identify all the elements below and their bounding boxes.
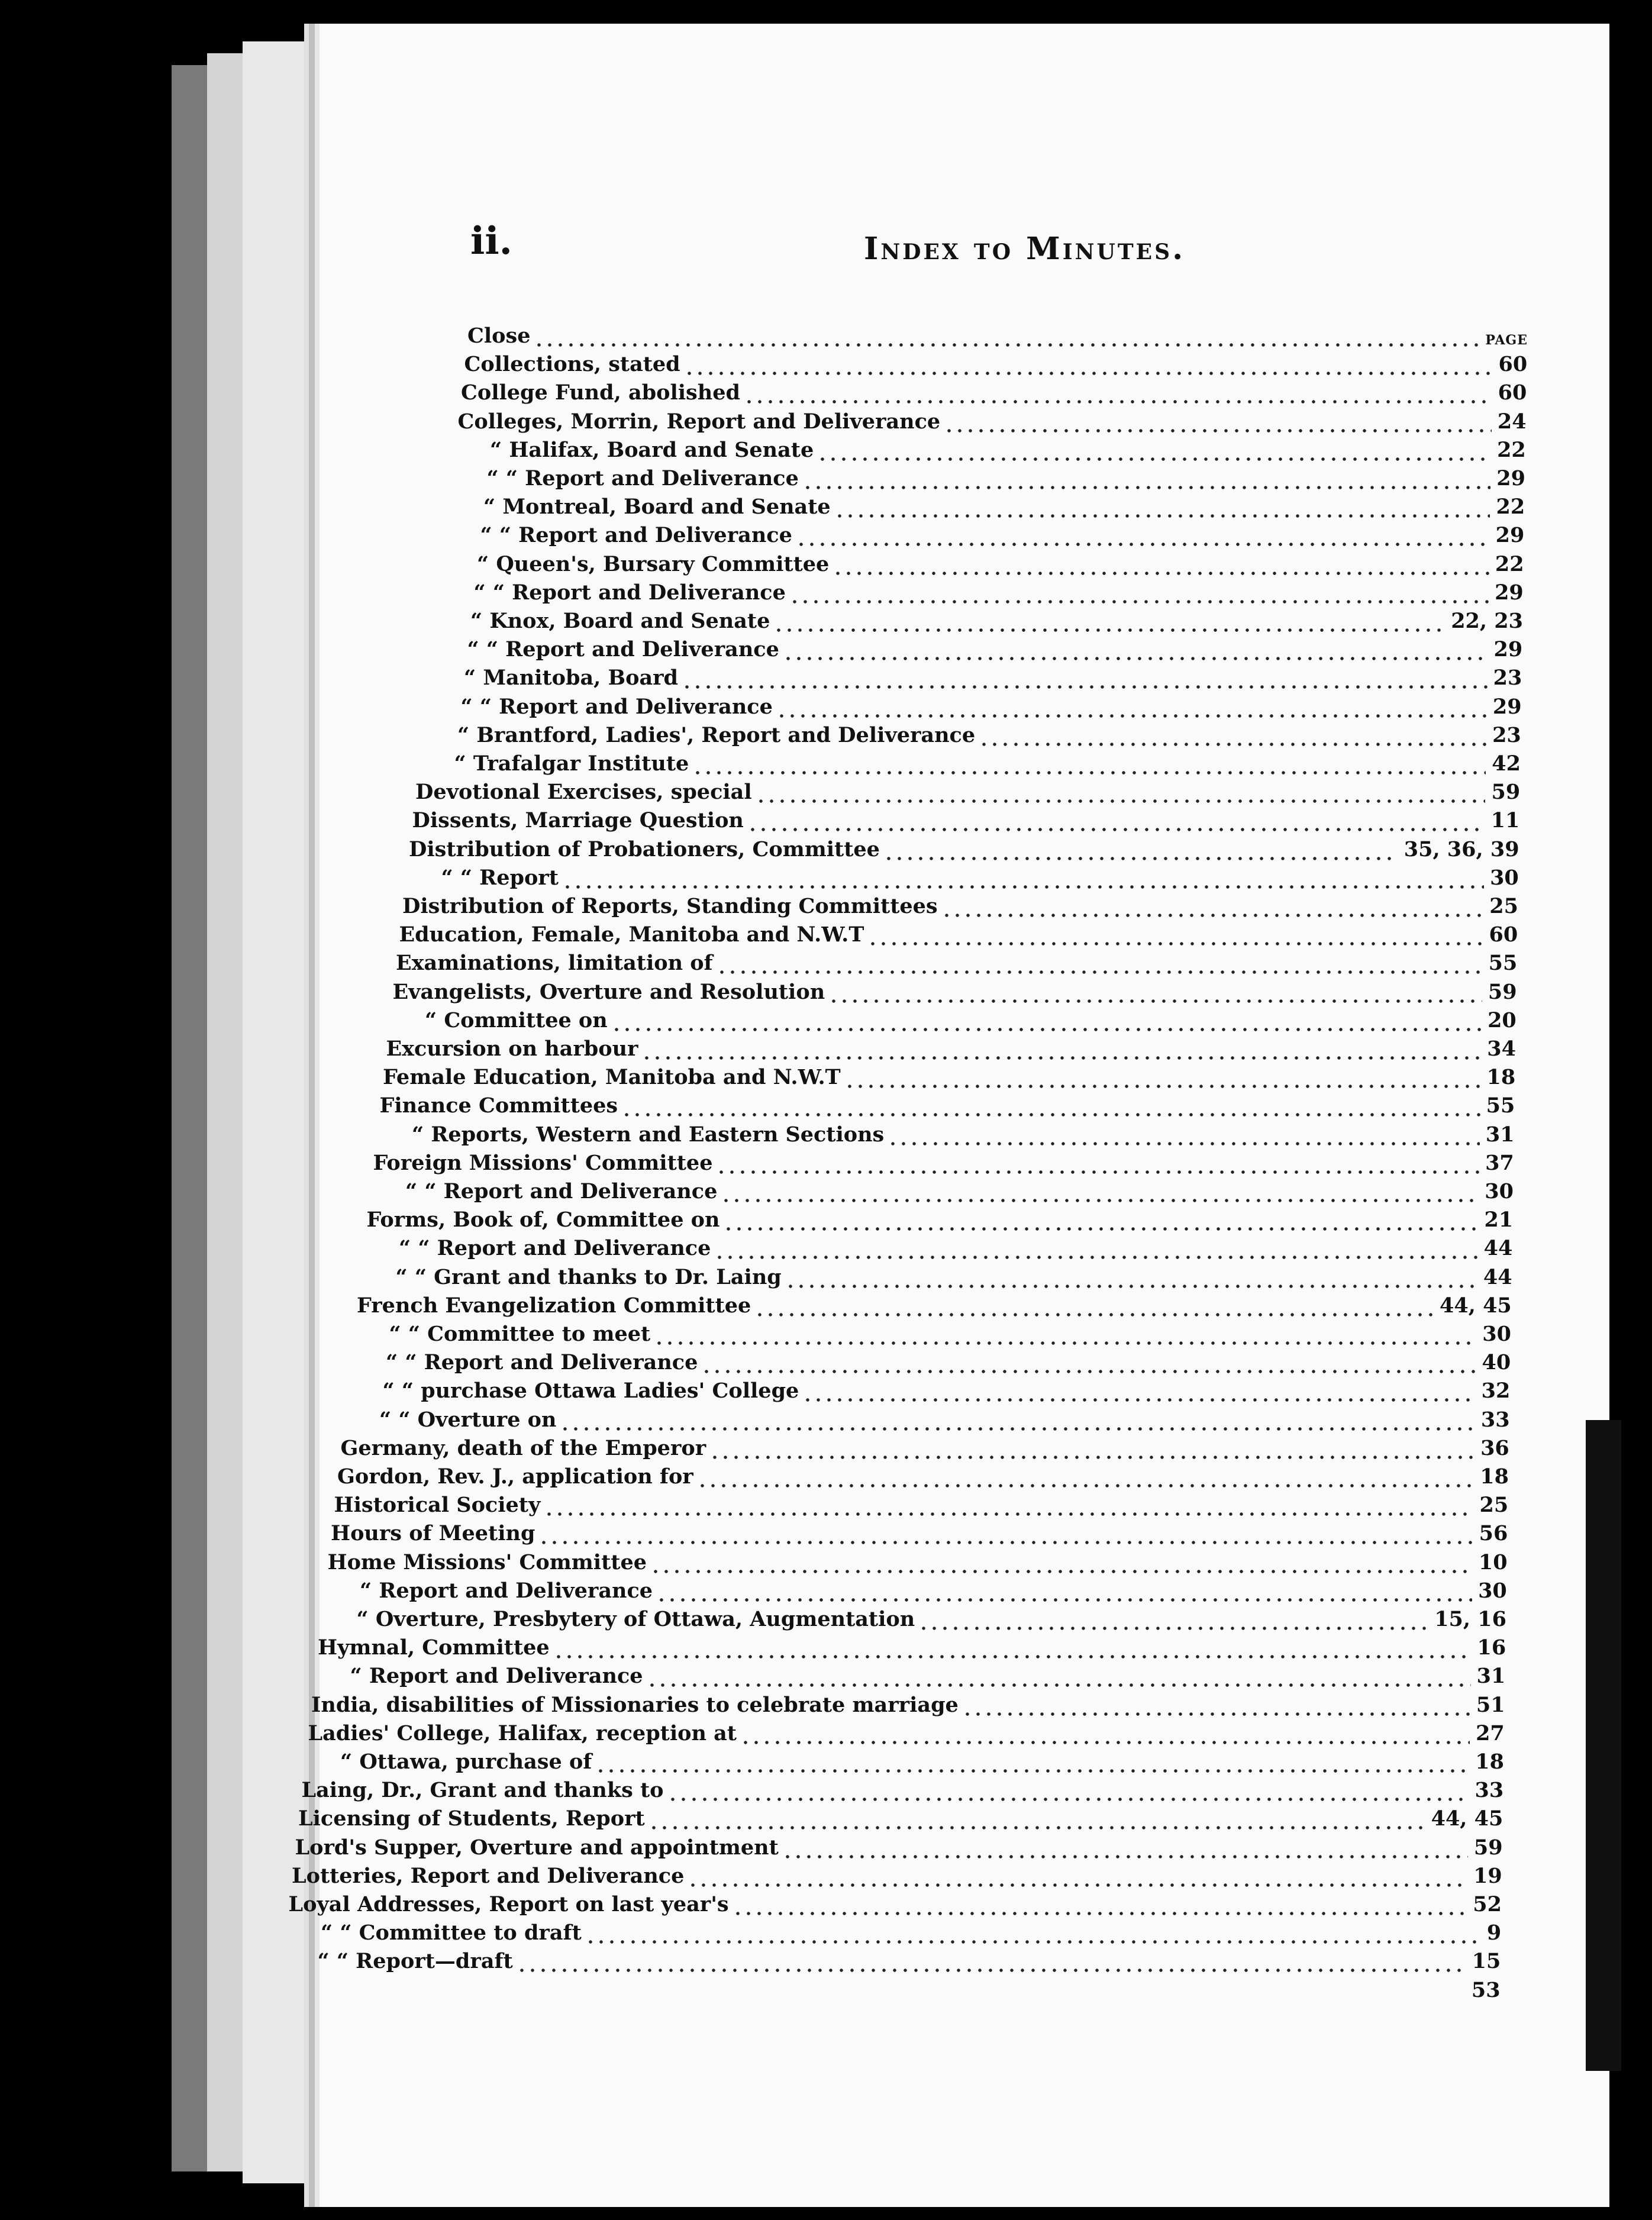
leader-dots [883, 838, 1398, 861]
entry-label: College Fund, abolished [461, 380, 740, 405]
entry-label: Historical Society [334, 1493, 541, 1518]
entry-label: Colleges, Morrin, Report and Deliverance [457, 409, 941, 434]
index-entry [441, 861, 1519, 890]
index-entry [292, 1860, 1502, 1888]
entry-label: “ “ Overture on [379, 1407, 557, 1432]
index-entry [396, 947, 1517, 975]
index-entry [399, 918, 1518, 947]
entry-page-number: 56 [1479, 1521, 1508, 1546]
folio-number: ii. [470, 219, 512, 263]
leader-dots [944, 410, 1492, 434]
index-entry [412, 804, 1520, 832]
entry-page-number: 59 [1488, 979, 1517, 1004]
entry-label: Foreign Missions' Committee [373, 1150, 713, 1175]
leader-dots [941, 895, 1484, 918]
index-entry [360, 1574, 1507, 1603]
leader-dots [962, 1693, 1470, 1717]
leader-dots [562, 866, 1484, 890]
entry-page-number: 21 [1484, 1208, 1514, 1232]
leader-dots [756, 780, 1486, 804]
entry-page-number: 23 [1492, 722, 1521, 747]
leader-dots [647, 1664, 1471, 1688]
entry-page-number: 22 [1497, 437, 1526, 462]
entry-page-number: 52 [1473, 1892, 1502, 1916]
index-entry [357, 1289, 1512, 1318]
leader-dots [783, 638, 1488, 662]
entry-label: Devotional Exercises, special [415, 780, 752, 805]
leader-dots [553, 1636, 1472, 1660]
index-entry [328, 1546, 1508, 1574]
entry-label: Close [467, 324, 531, 348]
index-entry [409, 833, 1519, 861]
entry-label: “ Brantford, Ladies', Report and Deliverance [457, 722, 976, 747]
index-entry [337, 1460, 1509, 1489]
entry-page-number: 15, 16 [1434, 1607, 1506, 1631]
index-entry [393, 976, 1517, 1004]
index-entry [380, 1089, 1515, 1118]
entry-page-number: 37 [1485, 1150, 1514, 1175]
entry-page-number: 23 [1493, 666, 1522, 690]
index-entry [458, 405, 1527, 434]
entry-label: Licensing of Students, Report [298, 1806, 645, 1831]
index-entry [464, 662, 1522, 690]
entry-label: Examinations, limitation of [396, 951, 713, 976]
entry-page-number: 55 [1488, 951, 1518, 976]
entry-page-number: PAGE [1485, 333, 1528, 348]
index-entry [314, 1974, 1501, 2002]
index-entry [367, 1203, 1514, 1232]
entry-label: French Evangelization Committee [357, 1293, 751, 1318]
index-entry [483, 491, 1525, 519]
index-entry [389, 1318, 1512, 1346]
entry-label: “ “ Report—draft [317, 1949, 513, 1974]
index-entry [383, 1061, 1515, 1089]
entry-label: “ “ Report and Deliverance [467, 637, 779, 662]
entry-page-number: 30 [1485, 1179, 1514, 1203]
entry-label: “ “ Report and Deliverance [399, 1236, 711, 1261]
entry-label: “ “ Report [441, 865, 559, 890]
entry-page-number: 59 [1473, 1835, 1503, 1860]
index-entry [321, 1916, 1501, 1945]
entry-page-number: 29 [1493, 637, 1523, 662]
index-entry [302, 1774, 1504, 1802]
index-entry [350, 1660, 1506, 1688]
entry-label: “ “ Report and Deliverance [386, 1350, 698, 1375]
entry-page-number: 18 [1486, 1065, 1516, 1090]
index-entry [311, 1689, 1505, 1717]
index-entry [425, 1004, 1517, 1032]
entry-page-number: 30 [1478, 1578, 1507, 1603]
leader-dots [979, 724, 1486, 747]
index-entry [295, 1831, 1503, 1860]
leader-dots [692, 752, 1486, 776]
entry-label: “ Reports, Western and Eastern Sections [412, 1122, 885, 1147]
leader-dots [918, 1608, 1428, 1631]
entry-label: “ “ purchase Ottawa Ladies' College [382, 1379, 799, 1403]
page-fold-shadow [1586, 1420, 1621, 2071]
entry-page-number: 25 [1489, 894, 1518, 918]
index-entry [383, 1374, 1511, 1403]
entry-page-number: 30 [1482, 1322, 1511, 1346]
leader-dots [701, 1351, 1476, 1374]
index-entry [341, 1432, 1509, 1460]
index-entry [461, 376, 1527, 405]
entry-page-number: 51 [1476, 1692, 1505, 1717]
entry-label: “ “ Report and Deliverance [473, 580, 786, 605]
entry-page-number: 19 [1473, 1863, 1502, 1888]
index-entry [298, 1802, 1503, 1831]
index-entry [396, 1261, 1512, 1289]
entry-page-number: 44 [1483, 1264, 1512, 1289]
index-entry [379, 1403, 1510, 1432]
entry-page-number: 22, 23 [1451, 609, 1523, 633]
leader-dots [721, 1180, 1479, 1203]
entry-page-number: 36 [1480, 1435, 1509, 1460]
entry-label: Forms, Book of, Committee on [366, 1208, 720, 1232]
page-header [320, 207, 1609, 278]
entry-label: “ Report and Deliverance [350, 1664, 643, 1689]
entry-page-number: 22 [1495, 551, 1524, 576]
entry-label: Laing, Dr., Grant and thanks to [301, 1778, 664, 1803]
entry-page-number: 53 [1471, 1977, 1501, 2002]
index-entry [318, 1631, 1506, 1660]
index-entry [470, 605, 1523, 633]
leader-dots [733, 1893, 1467, 1916]
entry-page-number: 29 [1496, 466, 1525, 491]
entry-page-number: 60 [1498, 352, 1528, 377]
leader-dots [544, 1493, 1473, 1517]
entry-label: Finance Committees [379, 1093, 618, 1118]
entry-page-number: 27 [1476, 1721, 1505, 1745]
leader-dots [595, 1750, 1469, 1774]
entry-page-number: 16 [1477, 1635, 1506, 1660]
index-entry [340, 1745, 1504, 1774]
entry-label: Distribution of Reports, Standing Committees [402, 894, 938, 918]
leader-dots [776, 695, 1487, 719]
index-entry [402, 890, 1518, 918]
index-entry [318, 1945, 1501, 1973]
entry-page-number: 44, 45 [1431, 1806, 1503, 1831]
leader-dots [534, 324, 1479, 348]
leader-dots [667, 1779, 1469, 1802]
entry-label: “ “ Committee to meet [389, 1322, 651, 1346]
entry-page-number: 60 [1498, 380, 1527, 405]
entry-label: Home Missions' Committee [327, 1550, 647, 1574]
entry-label: “ Report and Deliverance [360, 1578, 653, 1603]
entry-label: Lotteries, Report and Deliverance [292, 1863, 685, 1888]
leader-dots [796, 524, 1490, 547]
index-entry [386, 1346, 1511, 1374]
index-entry [467, 320, 1528, 348]
leader-dots [517, 1950, 1466, 1973]
entry-page-number: 31 [1485, 1122, 1515, 1147]
index-entry [477, 548, 1524, 576]
entry-page-number: 18 [1480, 1464, 1509, 1489]
entry-page-number: 55 [1486, 1093, 1515, 1118]
entry-label: Collections, stated [464, 352, 680, 377]
leader-dots [650, 1551, 1473, 1574]
index-entry [331, 1517, 1508, 1545]
entry-page-number: 29 [1495, 580, 1524, 605]
leader-dots [697, 1465, 1474, 1489]
entry-page-number: 11 [1490, 808, 1520, 833]
index-entry [487, 462, 1526, 491]
entry-label: “ “ Report and Deliverance [460, 694, 773, 719]
leader-dots [802, 1379, 1475, 1403]
leader-dots [648, 1807, 1425, 1831]
index-entry [461, 690, 1522, 719]
index-entry [405, 1175, 1514, 1203]
leader-dots [538, 1522, 1473, 1545]
entry-label: Loyal Addresses, Report on last year's [288, 1892, 729, 1916]
entry-label: “ “ Report and Deliverance [405, 1179, 718, 1203]
entry-page-number: 44 [1483, 1236, 1513, 1261]
running-title: Index to Minutes. [864, 231, 1186, 267]
leader-dots [754, 1294, 1434, 1318]
entry-page-number: 10 [1478, 1550, 1508, 1574]
entry-page-number: 30 [1490, 865, 1519, 890]
entry-label: “ Knox, Board and Senate [470, 609, 770, 633]
leader-dots [684, 353, 1493, 376]
entry-label: Ladies' College, Halifax, reception at [308, 1721, 737, 1745]
entry-label: Gordon, Rev. J., application for [337, 1464, 693, 1489]
leader-dots [785, 1266, 1477, 1289]
leader-dots [682, 666, 1488, 690]
index-entry [474, 576, 1524, 605]
entry-label: Hymnal, Committee [318, 1635, 550, 1660]
entry-label: Distribution of Probationers, Committee [409, 837, 880, 861]
index-entry [373, 1147, 1514, 1175]
index-entry [308, 1717, 1505, 1745]
index-entry [386, 1032, 1517, 1061]
page-edge-light [207, 53, 243, 2171]
entry-page-number: 18 [1475, 1750, 1504, 1774]
entry-page-number: 44, 45 [1440, 1293, 1512, 1318]
entry-label: “ Trafalgar Institute [454, 751, 689, 776]
leader-dots [716, 1151, 1479, 1175]
entry-label: “ Manitoba, Board [464, 666, 679, 690]
leader-dots [585, 1921, 1481, 1945]
leader-dots [834, 495, 1490, 519]
leader-dots [817, 438, 1491, 462]
index-entry [480, 519, 1525, 547]
index-entry [415, 776, 1520, 804]
entry-label: Female Education, Manitoba and N.W.T [383, 1065, 841, 1090]
entry-label: Evangelists, Overture and Resolution [392, 979, 825, 1004]
leader-dots [560, 1408, 1474, 1432]
index-entry [467, 633, 1523, 662]
entry-label: Excursion on harbour [386, 1037, 638, 1061]
index-entry [457, 719, 1521, 747]
leader-dots [802, 467, 1490, 491]
index-entry [357, 1603, 1507, 1631]
entry-label: Education, Female, Manitoba and N.W.T [399, 922, 864, 947]
entry-page-number: 29 [1492, 694, 1522, 719]
leader-dots [844, 1066, 1481, 1089]
entry-page-number: 59 [1491, 780, 1521, 805]
leader-dots [717, 951, 1483, 975]
entry-label: “ “ Report and Deliverance [486, 466, 799, 491]
entry-page-number: 35, 36, 39 [1403, 837, 1519, 861]
book-page [288, 24, 1609, 2207]
entry-label: “ Overture, Presbytery of Ottawa, Augmentation [356, 1607, 915, 1631]
leader-dots [773, 609, 1445, 633]
entry-page-number: 60 [1489, 922, 1518, 947]
entry-label: India, disabilities of Missionaries to celebrate marriage [311, 1692, 959, 1717]
entry-page-number: 24 [1497, 409, 1527, 434]
entry-page-number: 31 [1476, 1664, 1506, 1689]
entry-label: “ Ottawa, purchase of [340, 1750, 592, 1774]
leader-dots [828, 980, 1482, 1004]
entry-label: Dissents, Marriage Question [412, 808, 744, 833]
entry-page-number: 22 [1496, 495, 1525, 519]
entry-page-number: 42 [1492, 751, 1521, 776]
leader-dots [641, 1037, 1481, 1061]
entry-page-number: 32 [1481, 1379, 1511, 1403]
entry-page-number: 20 [1488, 1008, 1517, 1032]
entry-page-number: 33 [1474, 1778, 1504, 1803]
entry-label: Germany, death of the Emperor [340, 1435, 706, 1460]
leader-dots [888, 1123, 1480, 1147]
leader-dots [744, 381, 1492, 405]
index-entry [334, 1489, 1509, 1517]
leader-dots [714, 1237, 1477, 1260]
index-entry [289, 1888, 1502, 1916]
entry-label: “ Committee on [425, 1008, 608, 1032]
entry-page-number: 29 [1495, 523, 1525, 548]
index-entry [490, 434, 1526, 462]
index-entry [464, 348, 1528, 376]
leader-dots [656, 1579, 1472, 1603]
index-entry [399, 1232, 1512, 1260]
entry-label: Lord's Supper, Overture and appointment [295, 1835, 779, 1860]
leader-dots [723, 1208, 1478, 1232]
leader-dots [709, 1437, 1474, 1460]
entry-page-number: 9 [1486, 1921, 1502, 1945]
leader-dots [688, 1864, 1467, 1888]
leader-dots [833, 553, 1489, 576]
leader-dots [789, 581, 1489, 605]
entry-page-number: 40 [1482, 1350, 1511, 1375]
entry-page-number: 25 [1479, 1493, 1509, 1518]
leader-dots [740, 1722, 1470, 1745]
leader-dots [747, 809, 1485, 832]
leader-dots [654, 1322, 1476, 1346]
entry-label: “ Halifax, Board and Senate [490, 437, 814, 462]
entry-label: “ “ Committee to draft [321, 1921, 582, 1945]
entry-page-number: 33 [1480, 1407, 1510, 1432]
leader-dots [782, 1836, 1468, 1860]
entry-page-number: 15 [1472, 1949, 1501, 1974]
leader-dots [621, 1094, 1480, 1118]
entry-label: Hours of Meeting [331, 1521, 535, 1546]
entry-label: “ Montreal, Board and Senate [483, 495, 831, 519]
entry-label: “ “ Report and Deliverance [480, 523, 792, 548]
index-entry [454, 747, 1521, 776]
entry-label: “ “ Grant and thanks to Dr. Laing [395, 1264, 782, 1289]
leader-dots [867, 923, 1483, 947]
entry-label: “ Queen's, Bursary Committee [477, 551, 830, 576]
index-entry [412, 1118, 1515, 1147]
entry-page-number: 34 [1487, 1037, 1516, 1061]
leader-dots [611, 1009, 1482, 1032]
